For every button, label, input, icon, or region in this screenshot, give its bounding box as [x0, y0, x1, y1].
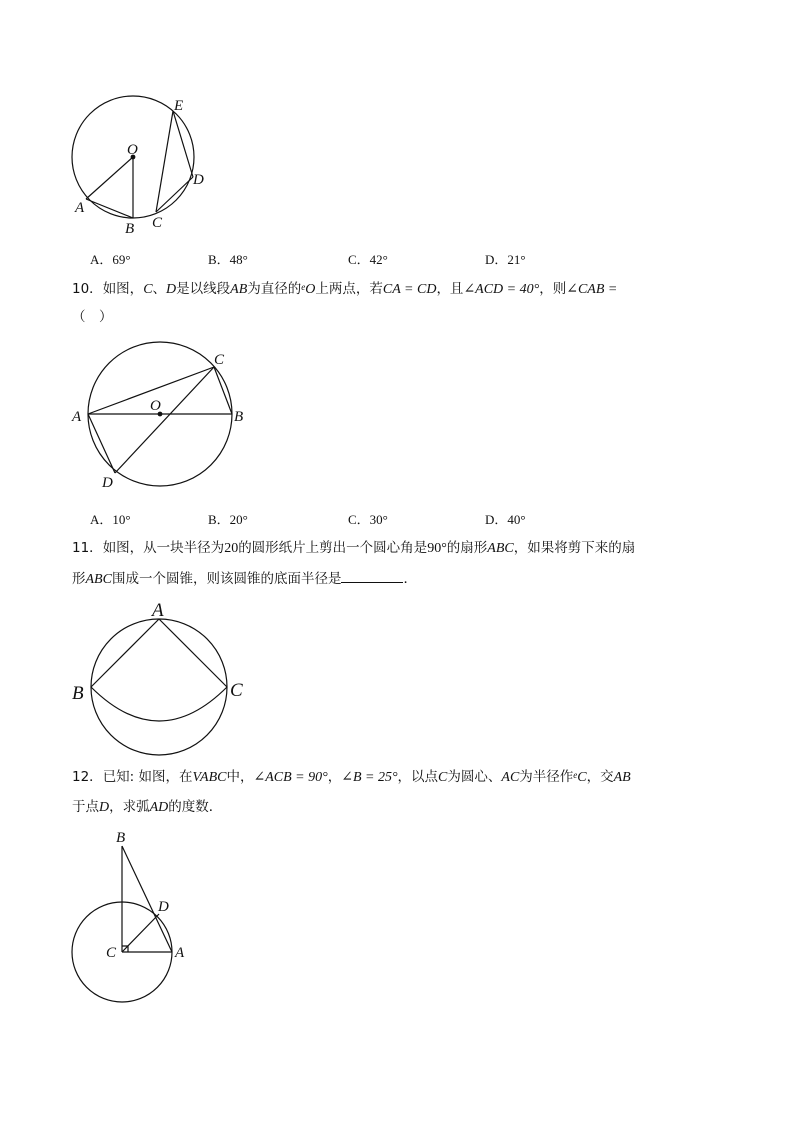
q9-option-a[interactable]: A．69°	[90, 252, 131, 267]
sector-arc-bc	[91, 687, 227, 721]
label-c: C	[230, 680, 243, 701]
q11-stem-line1: 11．如图，从一块半径为20的圆形纸片上剪出一个圆心角是90°的扇形ABC，如果将剪下来的扇	[72, 540, 636, 556]
label-b: B	[72, 683, 84, 704]
q9-option-c[interactable]: C．42°	[348, 252, 388, 267]
q12-stem-line1: 12．已知: 如图，在VABC中，∠ACB = 90°，∠B = 25°，以点C为圆心、AC为半径作$^e$C，交AB	[72, 769, 631, 785]
q10-option-b[interactable]: B．20°	[208, 512, 248, 527]
label-a: A	[175, 945, 185, 961]
segment-cd	[115, 367, 214, 473]
figure-q9	[60, 95, 220, 240]
radius-ab	[91, 619, 159, 687]
q12-stem-line2: 于点D，求弧AD的度数．	[72, 799, 223, 815]
radius-ac	[159, 619, 227, 687]
segment-ed	[173, 111, 193, 177]
label-d: D	[158, 899, 169, 915]
q10-stem-line1: 10．如图，C、D是以线段AB为直径的$^e$O上两点，若CA = CD，且∠ACD = 40°，则∠CAB =	[72, 281, 618, 297]
answer-blank[interactable]	[341, 568, 403, 583]
label-c: C	[214, 352, 225, 368]
q9-option-d[interactable]: D．21°	[485, 252, 526, 267]
segment-oa	[86, 157, 133, 199]
segment-ec	[156, 111, 173, 212]
label-b: B	[125, 221, 135, 237]
segment-cb	[214, 367, 232, 414]
label-o: O	[127, 142, 138, 158]
label-b: B	[234, 409, 244, 425]
label-b: B	[116, 830, 126, 846]
figure-q10-svg	[68, 345, 258, 495]
segment-ad	[88, 414, 115, 473]
figure-q11	[66, 600, 256, 758]
label-a: A	[72, 409, 82, 425]
label-d: D	[102, 475, 113, 491]
figure-q12	[66, 826, 206, 1010]
label-e: E	[174, 98, 184, 114]
q9-option-b[interactable]: B．48°	[208, 252, 248, 267]
label-c: C	[152, 215, 163, 231]
figure-q9-svg	[60, 95, 220, 240]
q10-option-d[interactable]: D．40°	[485, 512, 526, 527]
label-c: C	[106, 945, 117, 961]
figure-q10	[68, 345, 258, 495]
label-d: D	[193, 172, 204, 188]
q10-option-a[interactable]: A．10°	[90, 512, 131, 527]
figure-q12-svg	[66, 826, 206, 1010]
label-a: A	[75, 200, 85, 216]
q10-stem-line2: （ ）	[72, 309, 113, 325]
figure-q11-svg	[66, 600, 256, 758]
paper-circle	[91, 619, 227, 755]
label-o: O	[150, 398, 161, 414]
label-a: A	[152, 600, 164, 621]
q10-option-c[interactable]: C．30°	[348, 512, 388, 527]
segment-ab	[86, 199, 133, 218]
q11-stem-line2: 形ABC围成一个圆锥，则该圆锥的底面半径是 ．	[72, 568, 417, 590]
